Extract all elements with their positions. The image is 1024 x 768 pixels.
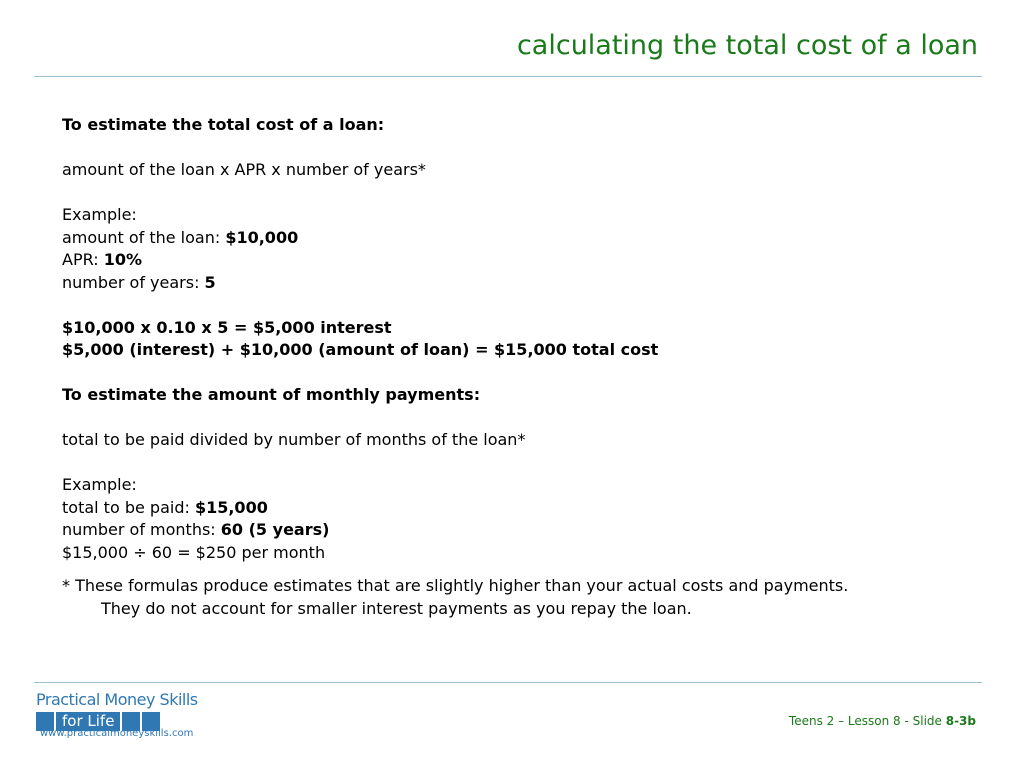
months-line: number of months: 60 (5 years) [62, 520, 330, 539]
slide-footer: Teens 2 – Lesson 8 - Slide 8-3b [788, 714, 976, 728]
apr-line: APR: 10% [62, 250, 142, 269]
total-paid-value: $15,000 [194, 497, 268, 517]
loan-amount-line: amount of the loan: $10,000 [62, 227, 299, 247]
section2-heading: To estimate the amount of monthly payments: [62, 385, 481, 404]
slide-content [62, 114, 962, 620]
total-paid-line: total to be paid: $15,000 [62, 497, 268, 517]
years-value: 5 [204, 272, 216, 292]
monthly-payment-calc: $15,000 ÷ 60 = $250 per month [62, 542, 326, 562]
section2-example-label: Example: [62, 475, 137, 494]
logo-brand-top: Practical Money Skills [36, 690, 198, 709]
interest-calc: $10,000 x 0.10 x 5 = $5,000 interest [62, 317, 392, 337]
bottom-divider [34, 682, 982, 683]
total-cost-calc: $5,000 (interest) + $10,000 (amount of loan) = $15,000 total cost [62, 340, 659, 359]
slide-number: 8-3b [945, 714, 976, 728]
months-value: 60 (5 years) [220, 520, 330, 539]
logo-url: www.practicalmoneyskills.com [40, 728, 194, 739]
section1-example-label: Example: [62, 205, 137, 224]
apr-value: 10% [103, 250, 142, 269]
slide-title: calculating the total cost of a loan [516, 30, 978, 61]
practical-money-skills-logo [36, 690, 226, 750]
years-line: number of years: 5 [62, 272, 216, 292]
loan-amount-value: $10,000 [225, 227, 299, 247]
section1-heading: To estimate the total cost of a loan: [62, 115, 385, 134]
logo-brand-bottom: for Life [56, 712, 120, 731]
footnote-line2: They do not account for smaller interest payments as you repay the loan. [101, 598, 692, 618]
footnote-line1: * These formulas produce estimates that are slightly higher than your actual costs and payments. [62, 576, 849, 595]
top-divider [34, 76, 982, 77]
section2-formula: total to be paid divided by number of months of the loan* [62, 430, 526, 449]
section1-formula: amount of the loan x APR x number of years* [62, 160, 426, 179]
